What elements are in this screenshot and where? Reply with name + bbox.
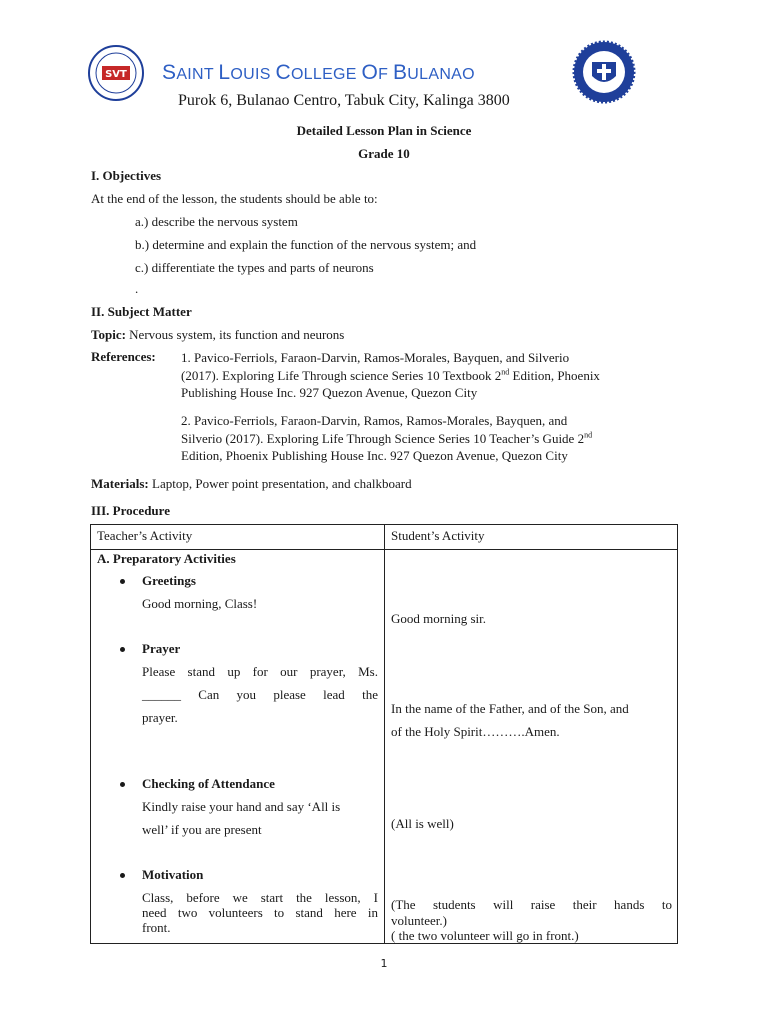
motivation-teacher-line-2: need two volunteers to stand here in xyxy=(142,905,378,920)
objective-item: b.) determine and explain the function of the nervous system; and xyxy=(135,237,477,252)
topic-value: Nervous system, its function and neurons xyxy=(129,327,345,342)
motivation-teacher-line-3: front. xyxy=(142,920,171,935)
subject-matter-heading: II. Subject Matter xyxy=(91,304,192,319)
prayer-teacher-line-3: prayer. xyxy=(142,710,178,725)
procedure-table xyxy=(90,524,678,944)
greetings-teacher: Good morning, Class! xyxy=(142,596,258,611)
references-label: References: xyxy=(91,349,156,364)
document-grade: Grade 10 xyxy=(358,146,410,161)
reference-1: 1. Pavico-Ferriols, Faraon-Darvin, Ramos-Morales, Bayquen, and Silverio (2017). Exploring Life Through science Series 10 Textbook 2nd Edition, Phoenix Publishing House Inc. 927 Quezon Avenue, Quezon City xyxy=(181,350,600,400)
motivation-student-line-2: volunteer.) xyxy=(391,913,447,928)
school-seal-right-icon xyxy=(572,40,636,104)
prayer-student-line-2: of the Holy Spirit……….Amen. xyxy=(391,724,560,739)
school-address: Purok 6, Bulanao Centro, Tabuk City, Kalinga 3800 xyxy=(178,92,510,109)
motivation-student-line-1: (The students will raise their hands to xyxy=(391,897,672,912)
materials-label: Materials: xyxy=(91,476,149,491)
prayer-title: Prayer xyxy=(142,641,181,656)
page-number: 1 xyxy=(380,957,388,970)
reference-2: 2. Pavico-Ferriols, Faraon-Darvin, Ramos, Ramos-Morales, Bayquen, and Silverio (2017). Exploring Life Through Science Series 10 Teacher’s Guide 2nd Edition, Phoenix Publishing House Inc. 927 Quezon Avenue, Quezon City xyxy=(181,413,593,463)
bullet-icon xyxy=(120,782,125,787)
seal-left-text: SVT xyxy=(105,69,127,80)
objective-item: c.) differentiate the types and parts of neurons xyxy=(135,260,374,275)
materials-line xyxy=(91,476,412,492)
motivation-student-line-3: ( the two volunteer will go in front.) xyxy=(391,928,579,943)
school-name: SAINT LOUIS COLLEGE OF BULANAO xyxy=(162,61,475,84)
motivation-title: Motivation xyxy=(142,867,204,882)
objectives-intro: At the end of the lesson, the students should be able to: xyxy=(91,191,378,206)
table-header-divider xyxy=(91,549,677,550)
attendance-title: Checking of Attendance xyxy=(142,776,275,791)
objectives-heading: I. Objectives xyxy=(91,168,162,183)
motivation-teacher-line-1: Class, before we start the lesson, I xyxy=(142,890,378,905)
prayer-teacher-line-1: Please stand up for our prayer, Ms. xyxy=(142,664,378,679)
objective-item: a.) describe the nervous system xyxy=(135,214,298,229)
document-title: Detailed Lesson Plan in Science xyxy=(296,123,472,138)
column-header-student: Student’s Activity xyxy=(391,528,485,543)
greetings-title: Greetings xyxy=(142,573,196,588)
bullet-icon xyxy=(120,579,125,584)
prayer-student-line-1: In the name of the Father, and of the Son, and xyxy=(391,701,629,716)
bullet-icon xyxy=(120,647,125,652)
procedure-heading: III. Procedure xyxy=(91,503,170,518)
objective-trailing-dot: . xyxy=(135,281,139,296)
greetings-student: Good morning sir. xyxy=(391,611,486,626)
attendance-student: (All is well) xyxy=(391,816,454,831)
attendance-teacher-line-1: Kindly raise your hand and say ‘All is xyxy=(142,799,341,814)
school-seal-left-icon xyxy=(87,44,145,102)
section-preparatory-activities: A. Preparatory Activities xyxy=(97,551,236,566)
attendance-teacher-line-2: well’ if you are present xyxy=(142,822,262,837)
prayer-teacher-line-2: ______ Can you please lead the xyxy=(142,687,378,702)
column-header-teacher: Teacher’s Activity xyxy=(97,528,193,543)
materials-value: Laptop, Power point presentation, and chalkboard xyxy=(152,476,412,491)
table-column-divider xyxy=(384,525,385,943)
topic-line xyxy=(91,327,344,343)
topic-label: Topic: xyxy=(91,327,126,342)
bullet-icon xyxy=(120,873,125,878)
